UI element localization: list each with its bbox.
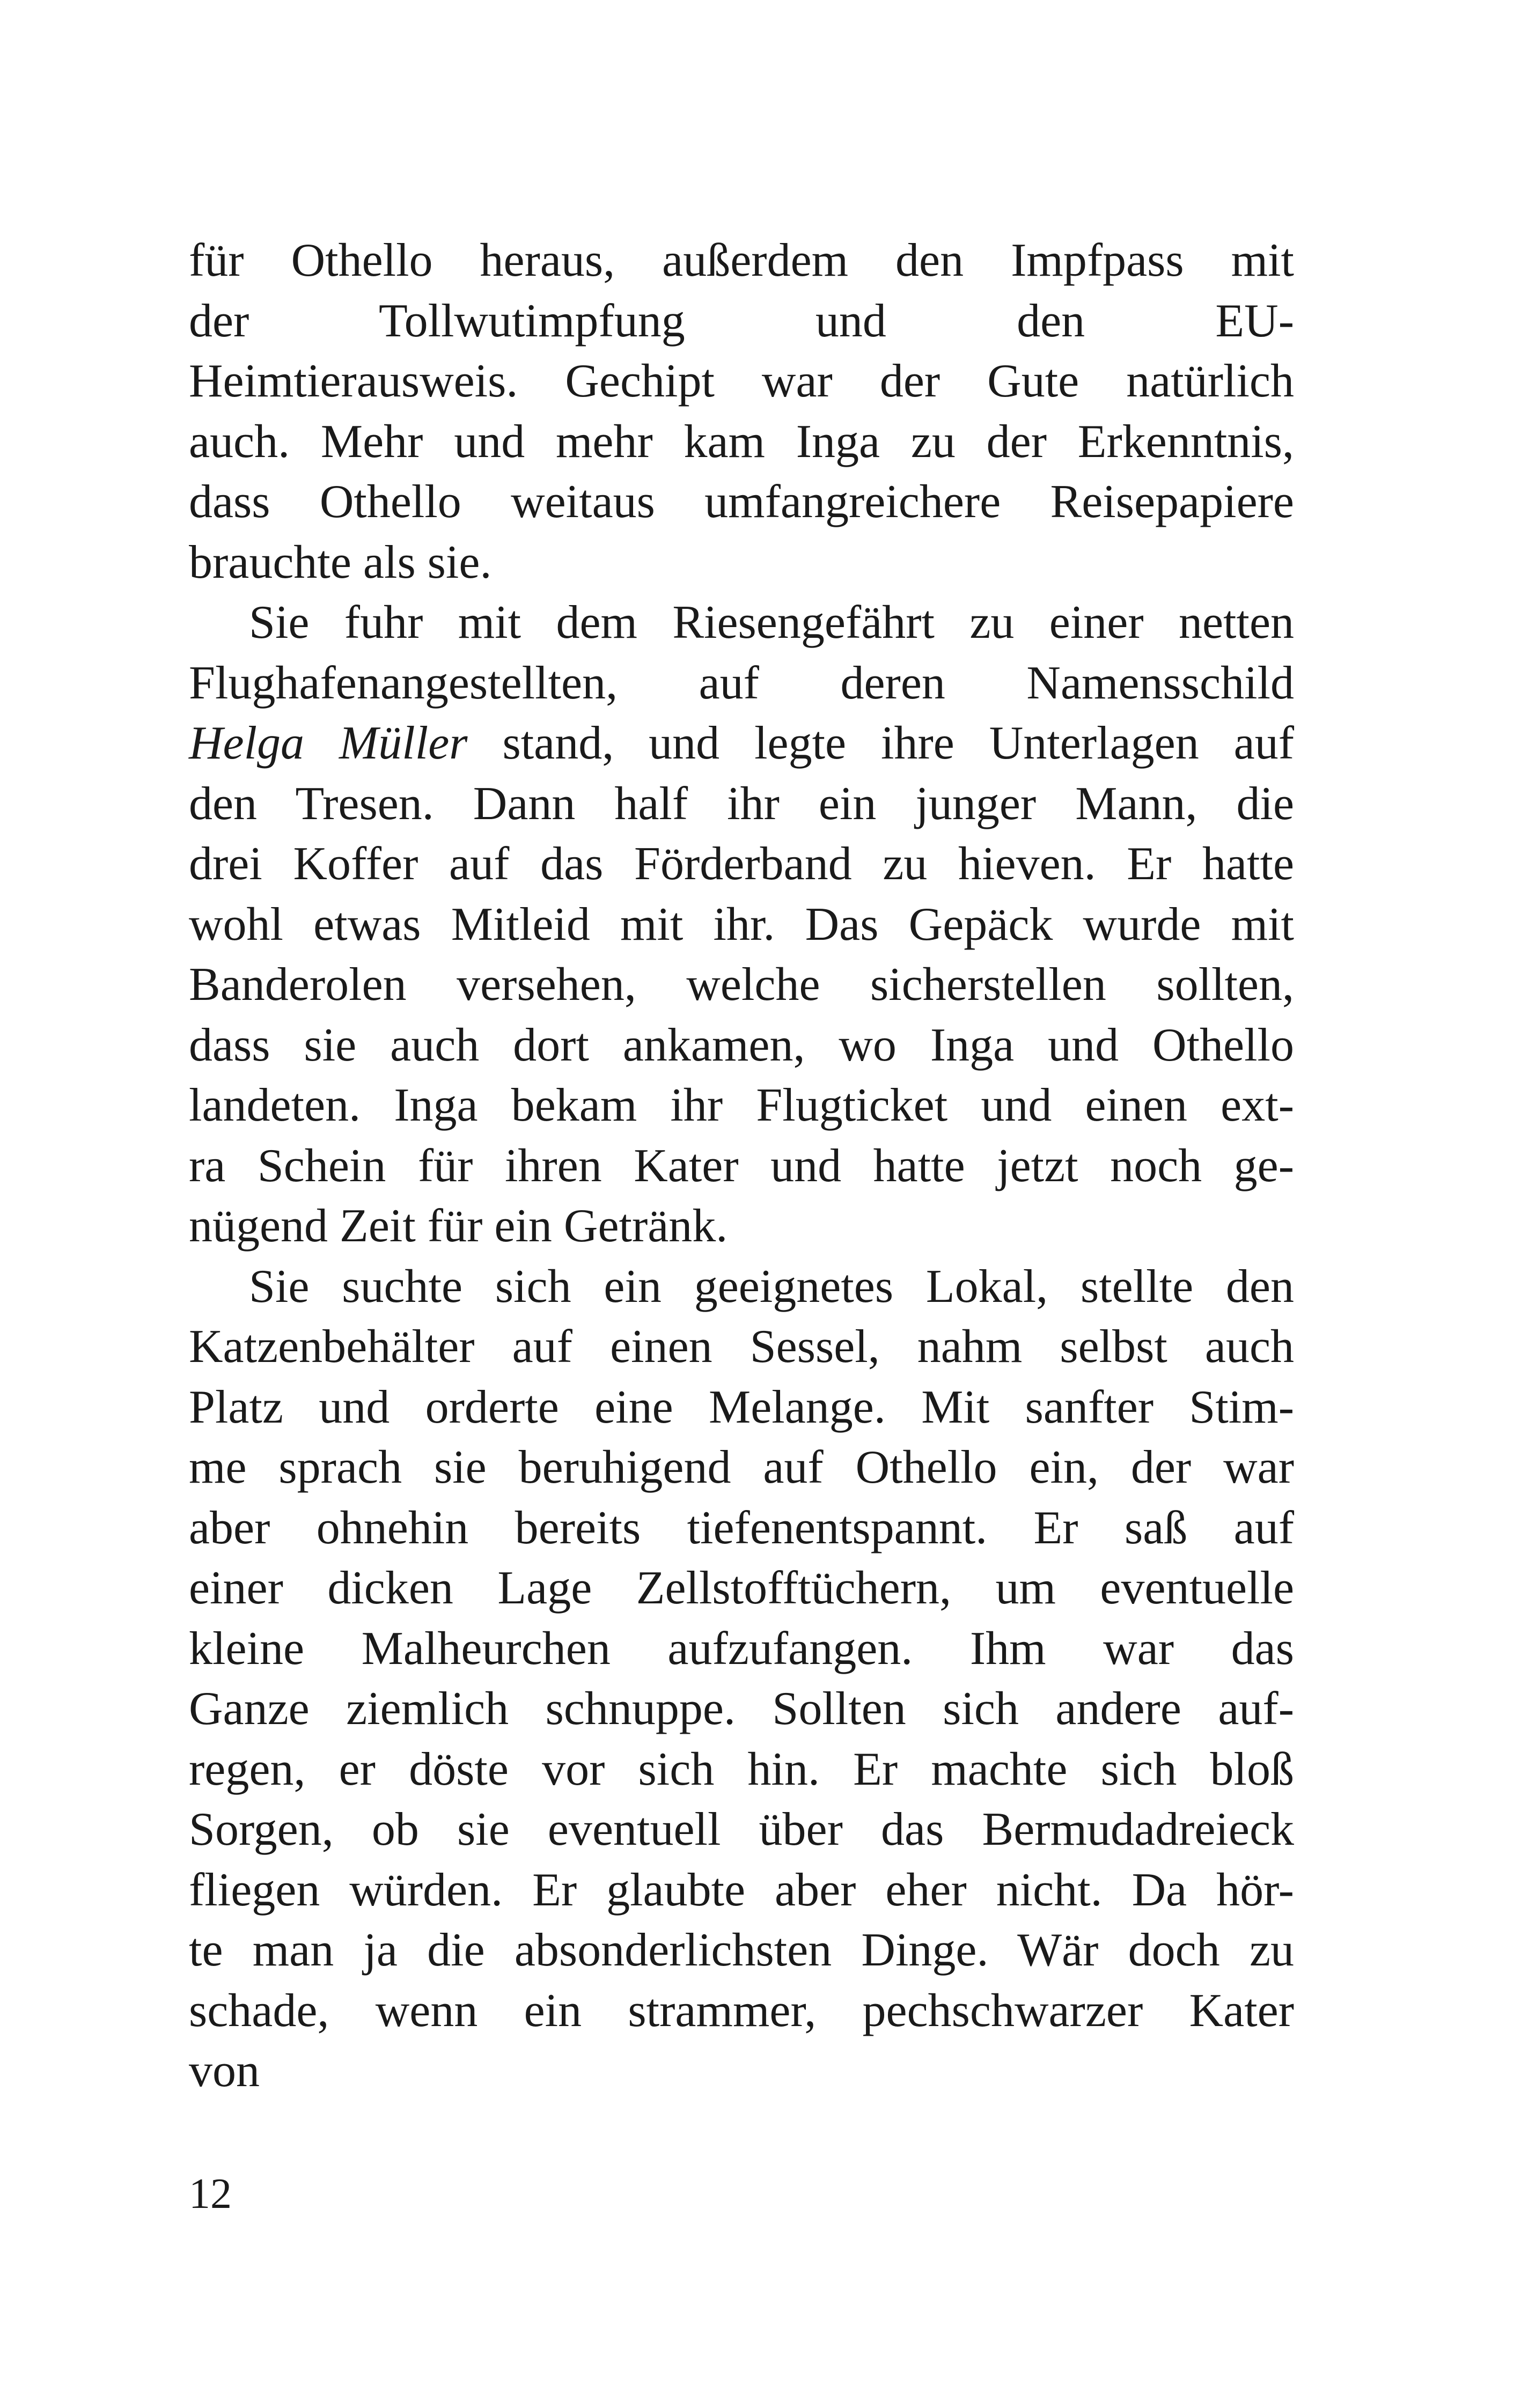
text-line (189, 1558, 1294, 1619)
text-segment: nügend Zeit für ein Getränk. (189, 1200, 728, 1252)
text-segment: von (189, 2045, 260, 2097)
text-line (189, 1317, 1294, 1378)
text-line (189, 1136, 1294, 1197)
text-segment: te man ja die absonderlichsten Dinge. Wär doch zu (189, 1924, 1294, 1976)
text-line (189, 1438, 1294, 1498)
text-segment: Sie fuhr mit dem Riesengefährt zu einer netten (249, 597, 1294, 649)
text-segment: Heimtierausweis. Gechipt war der Gute natürlich (189, 355, 1294, 407)
text-line (189, 1015, 1294, 1076)
text-line (189, 1800, 1294, 1860)
text-segment: Banderolen versehen, welche sicherstellen sollten, (189, 959, 1294, 1011)
text-segment: den Tresen. Dann half ihr ein junger Mann, die (189, 777, 1294, 830)
text-segment: ra Schein für ihren Kater und hatte jetzt noch ge- (189, 1139, 1294, 1192)
text-line (189, 412, 1294, 473)
text-line (189, 533, 1294, 593)
text-segment: wohl etwas Mitleid mit ihr. Das Gepäck wurde mit (189, 898, 1294, 951)
text-line (189, 1498, 1294, 1559)
text-segment: einer dicken Lage Zellstofftüchern, um eventuelle (189, 1562, 1294, 1614)
text-line (189, 1076, 1294, 1136)
text-line (189, 1378, 1294, 1438)
text-line (189, 593, 1294, 653)
text-line (189, 1619, 1294, 1680)
text-segment: der Tollwutimpfung und den EU- (189, 294, 1294, 347)
text-segment: fliegen würden. Er glaubte aber eher nicht. Da hör- (189, 1864, 1294, 1916)
text-line (189, 834, 1294, 895)
text-segment: schade, wenn ein strammer, pechschwarzer Kater (189, 1984, 1294, 2037)
text-segment: regen, er döste vor sich hin. Er machte sich bloß (189, 1743, 1294, 1795)
text-segment: Sie suchte sich ein geeignetes Lokal, stellte den (249, 1260, 1294, 1313)
text-line (189, 231, 1294, 291)
text-segment: Platz und orderte eine Melange. Mit sanfter Stim- (189, 1381, 1294, 1433)
italic-text: Helga Müller (189, 717, 468, 769)
text-line (189, 895, 1294, 955)
text-line (189, 1257, 1294, 1317)
text-line (189, 1920, 1294, 1981)
page-number: 12 (189, 2170, 232, 2218)
text-segment: Flughafenangestellten, auf deren Namensschild (189, 657, 1294, 709)
text-line (189, 1196, 1294, 1257)
text-line (189, 291, 1294, 352)
text-segment: auch. Mehr und mehr kam Inga zu der Erkenntnis, (189, 415, 1294, 468)
text-line (189, 653, 1294, 714)
text-line (189, 1740, 1294, 1800)
text-segment: kleine Malheurchen aufzufangen. Ihm war das (189, 1622, 1294, 1675)
text-segment: dass Othello weitaus umfangreichere Reisepapiere (189, 476, 1294, 528)
text-line (189, 472, 1294, 533)
text-line (189, 1679, 1294, 1740)
text-segment: landeten. Inga bekam ihr Flugticket und einen ext- (189, 1079, 1294, 1131)
paragraph (189, 593, 1294, 1257)
text-segment: stand, und legte ihre Unterlagen auf (467, 717, 1295, 769)
text-segment: Ganze ziemlich schnuppe. Sollten sich andere auf- (189, 1683, 1294, 1735)
text-segment: aber ohnehin bereits tiefenentspannt. Er saß auf (189, 1501, 1294, 1554)
text-segment: drei Koffer auf das Förderband zu hieven. Er hatte (189, 838, 1294, 890)
paragraph (189, 231, 1294, 593)
text-line (189, 1981, 1294, 2042)
text-segment: Katzenbehälter auf einen Sessel, nahm selbst auch (189, 1321, 1294, 1373)
text-segment: me sprach sie beruhigend auf Othello ein, der war (189, 1441, 1294, 1493)
text-segment: dass sie auch dort ankamen, wo Inga und Othello (189, 1019, 1294, 1071)
text-line (189, 2041, 1294, 2102)
book-page-body (189, 231, 1294, 2102)
paragraph (189, 1257, 1294, 2102)
text-line (189, 955, 1294, 1015)
text-segment: für Othello heraus, außerdem den Impfpass mit (189, 234, 1294, 286)
text-line (189, 713, 1294, 774)
text-segment: brauchte als sie. (189, 536, 492, 588)
text-line (189, 1860, 1294, 1921)
text-segment: Sorgen, ob sie eventuell über das Bermudadreieck (189, 1803, 1294, 1855)
text-line (189, 351, 1294, 412)
text-line (189, 774, 1294, 835)
